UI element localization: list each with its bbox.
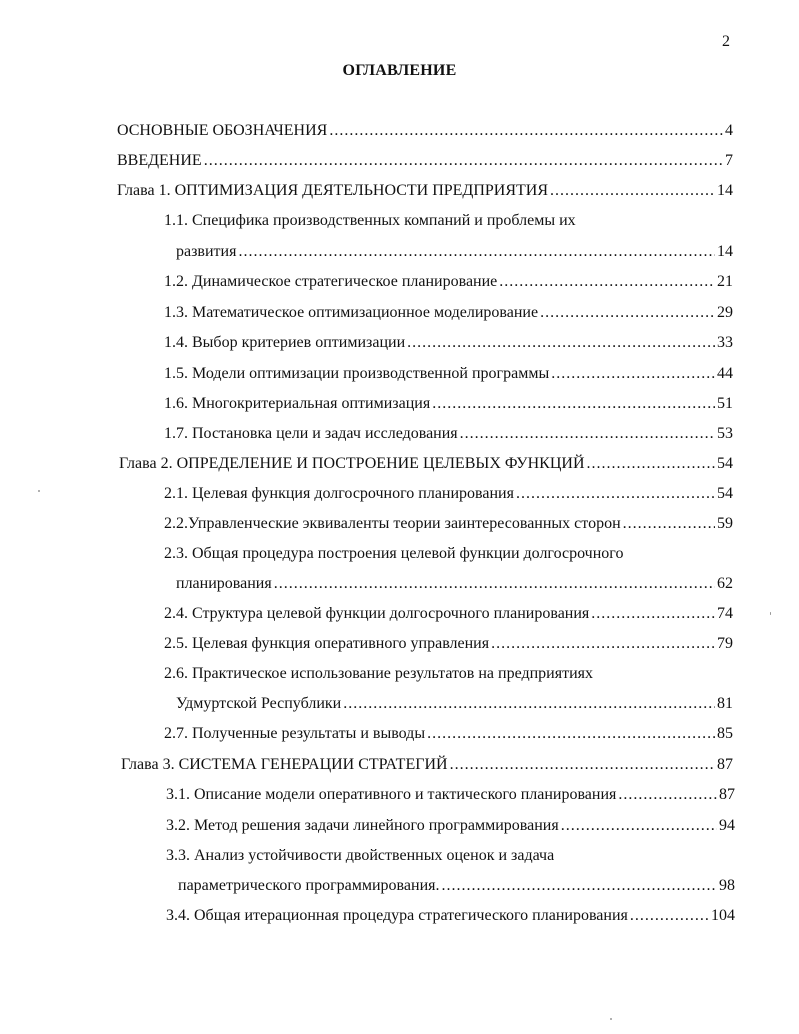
toc-leader-dots [407, 333, 715, 353]
toc-entry-1-2 [164, 272, 733, 292]
toc-entry-title: Глава 3. СИСТЕМА ГЕНЕРАЦИИ СТРАТЕГИЙ [121, 756, 448, 773]
toc-entry-page: 14 [717, 243, 733, 260]
toc-entry-2-3 [176, 574, 733, 594]
toc-entry-page: 33 [717, 334, 733, 351]
toc-entry-title: 2.4. Структура целевой функции долгосрочного планирования [164, 605, 590, 622]
toc-entry-page: 79 [717, 635, 733, 652]
scan-speck [38, 490, 40, 492]
toc-entry-3-1 [166, 785, 735, 805]
toc-entry-page: 87 [719, 786, 735, 803]
toc-leader-dots [427, 724, 715, 744]
toc-entry-title: 1.3. Математическое оптимизационное моделирование [164, 304, 539, 321]
toc-entry-chapter-1 [117, 181, 733, 201]
toc-leader-dots [491, 634, 715, 654]
toc-entry-2-6 [176, 694, 733, 714]
toc-entry-1-5 [164, 364, 733, 384]
toc-entry-introduction [117, 151, 733, 171]
toc-leader-dots [516, 484, 715, 504]
toc-leader-dots [460, 424, 715, 444]
toc-leader-dots [432, 394, 715, 414]
toc-entry-page: 44 [717, 365, 733, 382]
toc-entry-2-5 [164, 634, 733, 654]
toc-entry-title: Глава 1. ОПТИМИЗАЦИЯ ДЕЯТЕЛЬНОСТИ ПРЕДПРИЯТИЯ [117, 182, 549, 199]
toc-leader-dots [540, 303, 715, 323]
toc-leader-dots [238, 242, 715, 262]
toc-entry-page: 87 [717, 756, 733, 773]
toc-leader-dots [343, 694, 715, 714]
toc-leader-dots [587, 454, 715, 474]
toc-entry-main-notation [117, 121, 733, 141]
toc-entry-title: 3.2. Метод решения задачи линейного программирования [166, 817, 559, 834]
toc-entry-title: 3.4. Общая итерационная процедура стратегического планирования [166, 907, 628, 924]
toc-leader-dots [204, 151, 723, 171]
toc-entry-2-2 [164, 514, 733, 534]
toc-entry-1-7 [164, 424, 733, 444]
toc-entry-3-2 [166, 816, 735, 836]
toc-entry-page: 54 [717, 455, 733, 472]
scan-speck [610, 1018, 612, 1020]
scan-speck [770, 612, 771, 615]
toc-entry-title: 1.2. Динамическое стратегическое планирование [164, 273, 498, 290]
toc-entry-3-4 [166, 906, 735, 926]
toc-entry-page: 14 [717, 182, 733, 199]
toc-leader-dots [551, 364, 715, 384]
toc-entry-title: 2.7. Полученные результаты и выводы [164, 725, 426, 742]
toc-entry-title: 2.2.Управленческие эквиваленты теории заинтересованных сторон [164, 515, 621, 532]
toc-entry-chapter-3 [121, 755, 733, 775]
toc-entry-title: развития [176, 243, 237, 260]
toc-entry-title: 2.5. Целевая функция оперативного управления [164, 635, 490, 652]
toc-entry-page: 53 [717, 425, 733, 442]
toc-entry-title: 2.1. Целевая функция долгосрочного планирования [164, 485, 514, 502]
toc-leader-dots [450, 755, 715, 775]
toc-leader-dots [591, 604, 715, 624]
toc-entry-page: 29 [717, 304, 733, 321]
toc-entry-1-1-line1: 1.1. Специфика производственных компаний и проблемы их [164, 212, 576, 229]
toc-entry-page: 51 [717, 395, 733, 412]
toc-entry-2-6-line1: 2.6. Практическое использование результатов на предприятиях [164, 665, 593, 682]
toc-entry-title: 1.4. Выбор критериев оптимизации [164, 334, 406, 351]
toc-entry-1-3 [164, 303, 733, 323]
toc-leader-dots [623, 514, 715, 534]
toc-entry-page: 85 [717, 725, 733, 742]
toc-entry-1-6 [164, 394, 733, 414]
toc-entry-3-3-line1: 3.3. Анализ устойчивости двойственных оценок и задача [166, 847, 555, 864]
toc-entry-2-7 [164, 724, 733, 744]
toc-entry-page: 21 [717, 273, 733, 290]
toc-entry-2-4 [164, 604, 733, 624]
toc-entry-page: 62 [717, 575, 733, 592]
toc-entry-page: 4 [725, 122, 733, 139]
toc-entry-1-4 [164, 333, 733, 353]
toc-entry-title: 1.6. Многокритериальная оптимизация [164, 395, 431, 412]
page-title: ОГЛАВЛЕНИЕ [342, 62, 457, 79]
toc-entry-page: 81 [717, 695, 733, 712]
toc-entry-3-3 [178, 876, 735, 896]
toc-entry-page: 94 [719, 817, 735, 834]
toc-entry-title: Удмуртской Республики [176, 695, 342, 712]
toc-leader-dots [630, 906, 709, 926]
toc-entry-2-3-line1: 2.3. Общая процедура построения целевой функции долгосрочного [164, 545, 624, 562]
toc-entry-title: параметрического программирования. [178, 877, 440, 894]
toc-entry-title: ОСНОВНЫЕ ОБОЗНАЧЕНИЯ [117, 122, 328, 139]
toc-leader-dots [274, 574, 715, 594]
page-number: 2 [722, 33, 730, 50]
toc-leader-dots [499, 272, 715, 292]
toc-leader-dots [618, 785, 717, 805]
toc-entry-title: 1.7. Постановка цели и задач исследования [164, 425, 458, 442]
toc-entry-page: 59 [717, 515, 733, 532]
toc-entry-title: планирования [176, 575, 272, 592]
toc-leader-dots [550, 181, 715, 201]
toc-entry-page: 98 [719, 877, 735, 894]
toc-entry-chapter-2 [119, 454, 733, 474]
toc-entry-title: Глава 2. ОПРЕДЕЛЕНИЕ И ПОСТРОЕНИЕ ЦЕЛЕВЫХ ФУНКЦИЙ [119, 455, 585, 472]
toc-entry-1-1 [176, 242, 733, 262]
toc-entry-page: 74 [717, 605, 733, 622]
toc-entry-page: 104 [711, 907, 735, 924]
toc-entry-title: ВВЕДЕНИЕ [117, 152, 202, 169]
toc-entry-title: 3.1. Описание модели оперативного и тактического планирования [166, 786, 617, 803]
toc-leader-dots [441, 876, 717, 896]
toc-entry-2-1 [164, 484, 733, 504]
toc-leader-dots [561, 816, 717, 836]
toc-entry-page: 54 [717, 485, 733, 502]
toc-entry-title: 1.5. Модели оптимизации производственной программы [164, 365, 550, 382]
toc-entry-page: 7 [725, 152, 733, 169]
toc-leader-dots [329, 121, 723, 141]
